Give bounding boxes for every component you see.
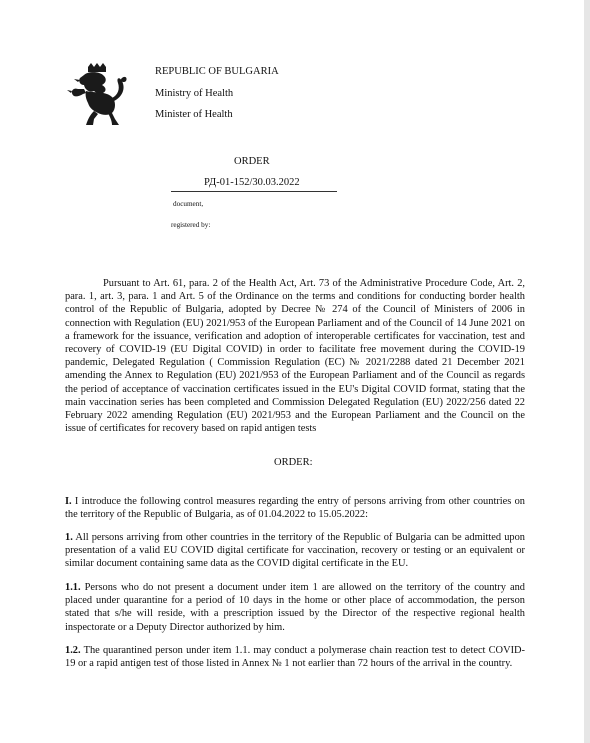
item-number: 1.2.: [65, 645, 81, 656]
order-number-underline: [171, 191, 337, 192]
country-name: REPUBLIC OF BULGARIA: [155, 66, 279, 77]
registered-label: registered by:: [171, 221, 211, 229]
item-text: Persons who do not present a document under item 1 are allowed on the territory of the country and placed under quarantine for a period of 10 days in the home or other place of accommodation, the person stated that s/he will reside, with a prescription issued by the Director of the respective regional health inspectorate or a Deputy Director authorized by him.: [65, 582, 525, 633]
order-heading: ORDER:: [274, 457, 313, 468]
measure-item: [65, 581, 525, 634]
page-edge: [584, 0, 590, 743]
measure-item: [65, 531, 525, 571]
minister-title: Minister of Health: [155, 109, 233, 120]
item-text: The quarantined person under item 1.1. may conduct a polymerase chain reaction test to detect COVID-19 or a rapid antigen test of those listed in Annex № 1 not earlier than 72 hours of the arrival in the country.: [65, 645, 525, 670]
measure-item: [65, 644, 525, 670]
item-number: I.: [65, 496, 72, 507]
item-number: 1.: [65, 532, 73, 543]
order-number: РД-01-152/30.03.2022: [204, 177, 300, 188]
ministry-name: Ministry of Health: [155, 88, 234, 99]
item-number: 1.1.: [65, 582, 81, 593]
order-title: ORDER: [234, 156, 270, 167]
document-label: document,: [173, 200, 204, 208]
item-text: All persons arriving from other countries in the territory of the Republic of Bulgaria can be admitted upon presentation of a valid EU COVID digital certificate for vaccination, recovery or testing or an equivalent or similar document containing same data as the COVID digital certificate in the EU.: [65, 532, 525, 570]
measure-item: [65, 495, 525, 521]
bulgarian-lion-coat-of-arms-icon: [66, 63, 128, 127]
item-text: I introduce the following control measures regarding the entry of persons arriving from other countries on the territory of the Republic of Bulgaria, as of 01.04.2022 to 15.05.2022:: [65, 496, 525, 521]
intro-paragraph: Pursuant to Art. 61, para. 2 of the Health Act, Art. 73 of the Administrative Procedure Code, Art. 2, para. 1, art. 3, para. 1 and Art. 5 of the Ordinance on the terms and conditions for conducting border health control of the Republic of Bulgaria, adopted by Decree № 274 of the Council of Ministers of 2006 in connection with Regulation (EU) 2021/953 of the European Parliament and of the Council of 14 June 2021 on a framework for the issuance, verification and adoption of interoperable certificates for vaccination, test and recovery of COVID-19 (EU Digital COVID) in order to facilitate free movement during the COVID-19 pandemic, Delegated Regulation ( Commission Regulation (EC) № 2021/2288 dated 21 December 2021 amending the Annex to Regulation (EU) 2021/953 of the European Parliament and of the Council as regards the period of acceptance of vaccination certificates issued in the EU's Digital COVID format, stating that the main vaccination series has been completed and Commission Delegated Regulation (EU) 2022/256 dated 22 February 2022 amending Regulation (EU) 2021/953 and the European Parliament and the Council on the issue of certificates for recovery based on rapid antigen tests: [65, 278, 525, 435]
